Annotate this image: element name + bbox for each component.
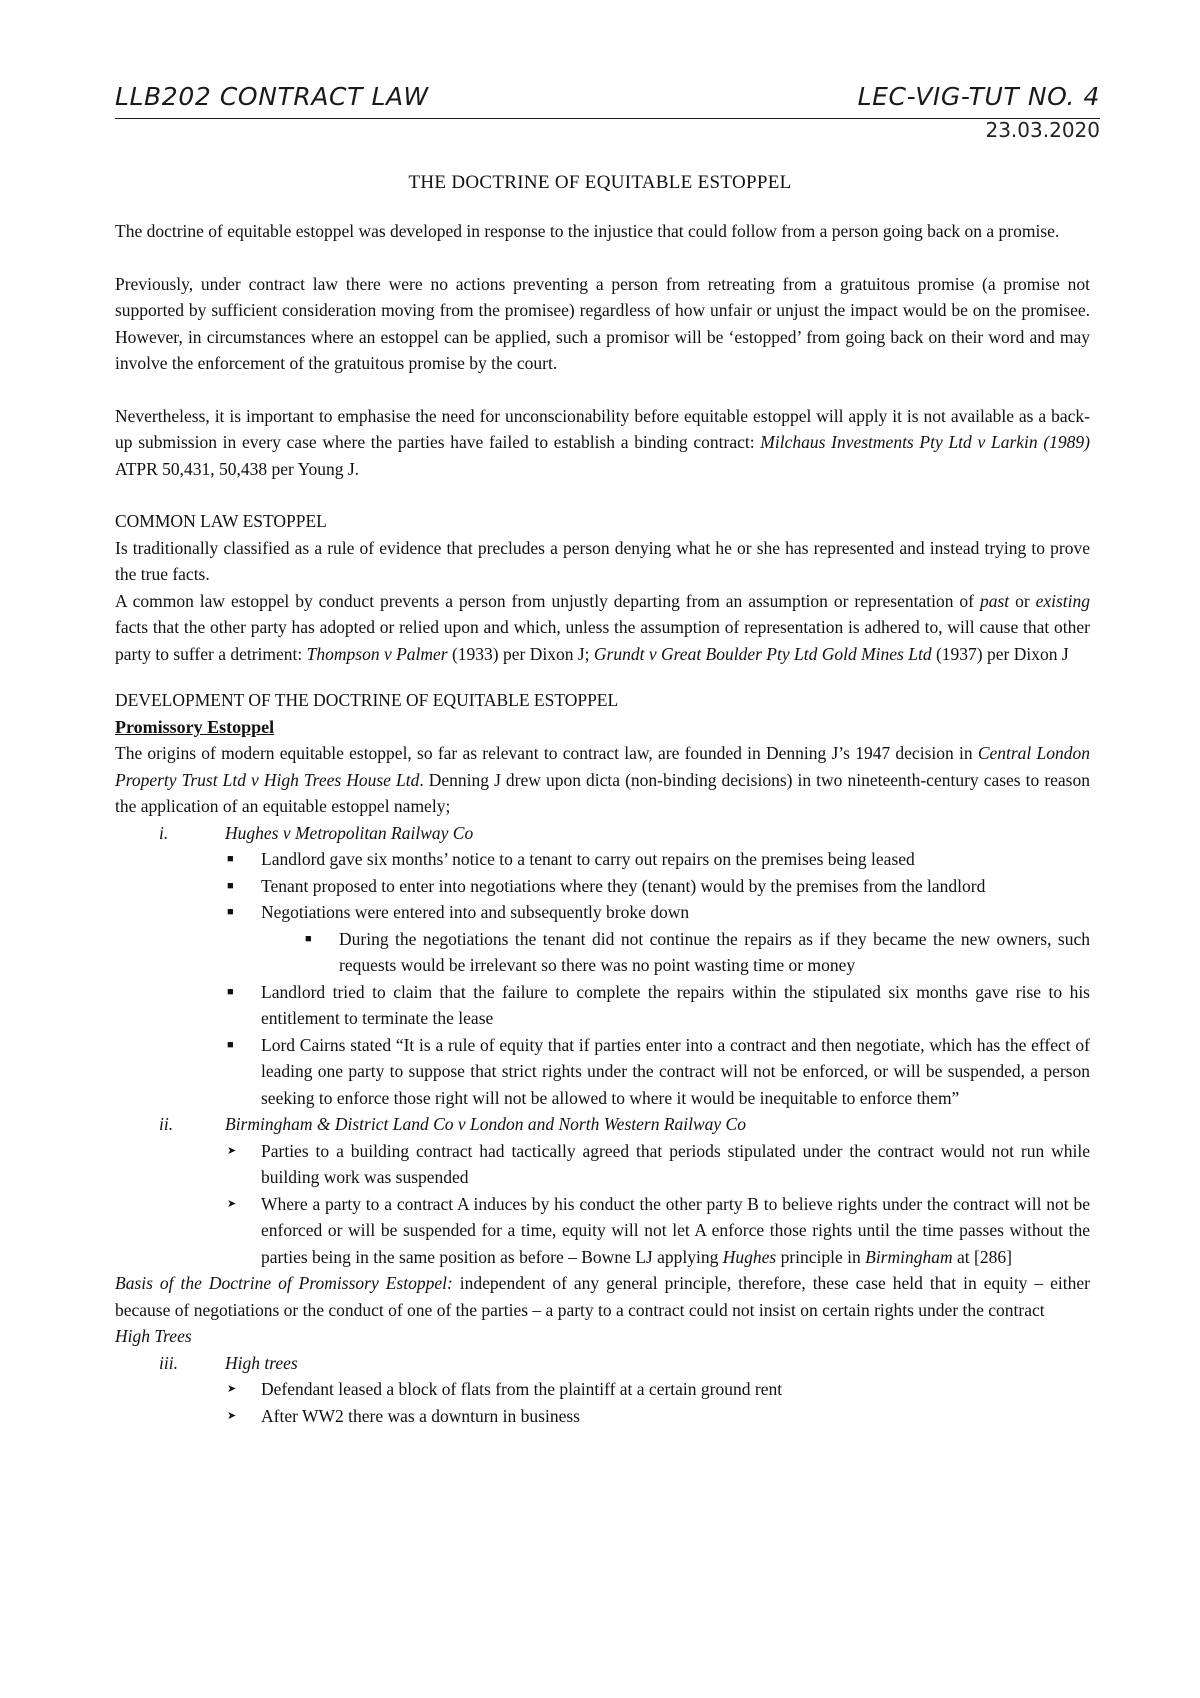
case-item-iii <box>115 1350 1090 1377</box>
case-number: ii. <box>159 1114 174 1134</box>
sub-list-item: ■ During the negotiations the tenant did not continue the repairs as if they became the new owners, such requests would be irrelevant so there was no point wasting time or money <box>115 926 1090 979</box>
common-law-heading: COMMON LAW ESTOPPEL <box>115 511 327 531</box>
arrow-bullet-icon: ➤ <box>227 1409 237 1422</box>
arrow-bullet-icon: ➤ <box>227 1144 237 1157</box>
paragraph-text: independent of any general principle, therefore, these case held that in equity – either because of negotiations or the conduct of one of the parties – a party to a contract could not insist on certain rights under the contract <box>115 1273 1091 1320</box>
square-bullet-icon: ■ <box>227 1038 234 1051</box>
emphasis-word: existing <box>1035 590 1091 611</box>
list-item: ➤ Where a party to a contract A induces by his conduct the other party B to believe rights under the contract will not be enforced or will be suspended for a time, equity will not let A enforce those rights until the time passes without the parties being in the same position as before – Bowne LJ applying Hughes principle in Birmingham at [286] <box>115 1191 1090 1271</box>
unconscionability-paragraph <box>115 403 1090 483</box>
promissory-estoppel-subheading: Promissory Estoppel <box>115 716 275 737</box>
case-item-i <box>115 820 1090 847</box>
case-number: iii. <box>159 1352 178 1373</box>
case-name: Hughes v Metropolitan Railway Co <box>225 822 474 843</box>
document-body <box>115 218 1090 1429</box>
case-number: i. <box>159 822 169 843</box>
paragraph-text: facts that the other party has adopted or relied upon and which, unless the assumption of representation is adhered to, will cause that other party to suffer a detriment: <box>115 617 1090 664</box>
document-title: THE DOCTRINE OF EQUITABLE ESTOPPEL <box>408 172 792 193</box>
list-item: ➤ After WW2 there was a downturn in business <box>115 1403 1090 1430</box>
case-name: High trees <box>225 1352 298 1373</box>
paragraph-text: . Denning J drew upon dicta (non-binding decisions) in two nineteenth-century cases to reason the application of an equitable estoppel namely; <box>115 769 1090 816</box>
page-header <box>115 80 1100 119</box>
list-item: ■ Lord Cairns stated “It is a rule of equity that if parties enter into a contract and then negotiate, which has the effect of leading one party to suppose that strict rights under the contract will not be enforced, or will be suspended, a person seeking to enforce those right will not be allowed to where it would be inequitable to enforce them” <box>115 1032 1090 1112</box>
common-law-paragraph-1: Is traditionally classified as a rule of evidence that precludes a person denying what he or she has represented and instead trying to prove the true facts. <box>115 537 1090 584</box>
paragraph-text: A common law estoppel by conduct prevents a person from unjustly departing from an assumption or representation of <box>115 590 974 611</box>
lecture-number: LEC-VIG-TUT NO. 4 <box>857 82 1100 111</box>
arrow-bullet-icon: ➤ <box>227 1383 237 1395</box>
development-paragraph <box>115 740 1090 820</box>
list-item: ■ Tenant proposed to enter into negotiations where they (tenant) would by the premises from the landlord <box>115 873 1090 900</box>
citation-ref: ATPR 50,431, 50,438 per Young J. <box>115 458 360 479</box>
course-title: LLB202 CONTRACT LAW <box>115 82 429 111</box>
document-date: 23.03.2020 <box>985 118 1100 142</box>
case-item-ii <box>115 1111 1090 1138</box>
paragraph-text: The origins of modern equitable estoppel, so far as relevant to contract law, are founded in Denning J’s 1947 decision in <box>115 743 973 763</box>
development-heading: DEVELOPMENT OF THE DOCTRINE OF EQUITABLE ESTOPPEL <box>115 690 619 710</box>
list-item: ➤ Parties to a building contract had tactically agreed that periods stipulated under the contract would not run while building work was suspended <box>115 1138 1090 1191</box>
list-item: ➤ Defendant leased a block of flats from the plaintiff at a certain ground rent <box>115 1376 1090 1403</box>
intro-paragraph: The doctrine of equitable estoppel was developed in response to the injustice that could follow from a person going back on a promise. <box>115 221 1060 241</box>
case-citation: Grundt v Great Boulder Pty Ltd Gold Mines Ltd <box>593 643 932 664</box>
case-citation: Central London Property Trust Ltd v High Trees House Ltd <box>115 743 1090 790</box>
common-law-paragraph-2 <box>115 588 1090 668</box>
case-citation: Milchaus Investments Pty Ltd v Larkin (1989) <box>760 432 1090 452</box>
basis-paragraph <box>115 1270 1090 1323</box>
citation-ref: (1933) per Dixon J; <box>451 643 590 664</box>
previously-paragraph: Previously, under contract law there were no actions preventing a person from retreating from a gratuitous promise (a promise not supported by sufficient consideration moving from the promisee) regardless of how unfair or unjust the impact would be on the promisee. However, in circumstances where an estoppel can be applied, such a promisor will be ‘estopped’ from going back on their word and may involve the enforcement of the gratuitous promise by the court. <box>115 273 1090 373</box>
case-name: Birmingham & District Land Co v London and North Western Railway Co <box>225 1114 746 1134</box>
basis-label: Basis of the Doctrine of Promissory Estoppel: <box>115 1273 453 1293</box>
list-item: ■ Landlord gave six months’ notice to a tenant to carry out repairs on the premises being leased <box>115 846 1090 873</box>
paragraph-text: or <box>1015 590 1030 611</box>
paragraph-text: Nevertheless, it is important to emphasise the need for unconscionability before equitable estoppel will apply it is not available as a back-up submission in every case where the parties have failed to establish a binding contract: <box>115 405 1090 452</box>
arrow-bullet-icon: ➤ <box>227 1197 237 1210</box>
list-item: ■ Negotiations were entered into and subsequently broke down <box>115 899 1090 926</box>
case-citation: Thompson v Palmer <box>306 643 448 664</box>
square-bullet-icon: ■ <box>227 853 234 865</box>
square-bullet-icon: ■ <box>227 906 234 918</box>
list-item: ■ Landlord tried to claim that the failure to complete the repairs within the stipulated six months gave rise to his entitlement to terminate the lease <box>115 979 1090 1032</box>
square-bullet-icon: ■ <box>227 879 234 892</box>
emphasis-word: past <box>979 590 1010 611</box>
high-trees-label: High Trees <box>115 1326 192 1346</box>
square-bullet-icon: ■ <box>227 985 234 998</box>
citation-ref: (1937) per Dixon J <box>935 643 1069 664</box>
square-bullet-icon: ■ <box>305 932 312 945</box>
